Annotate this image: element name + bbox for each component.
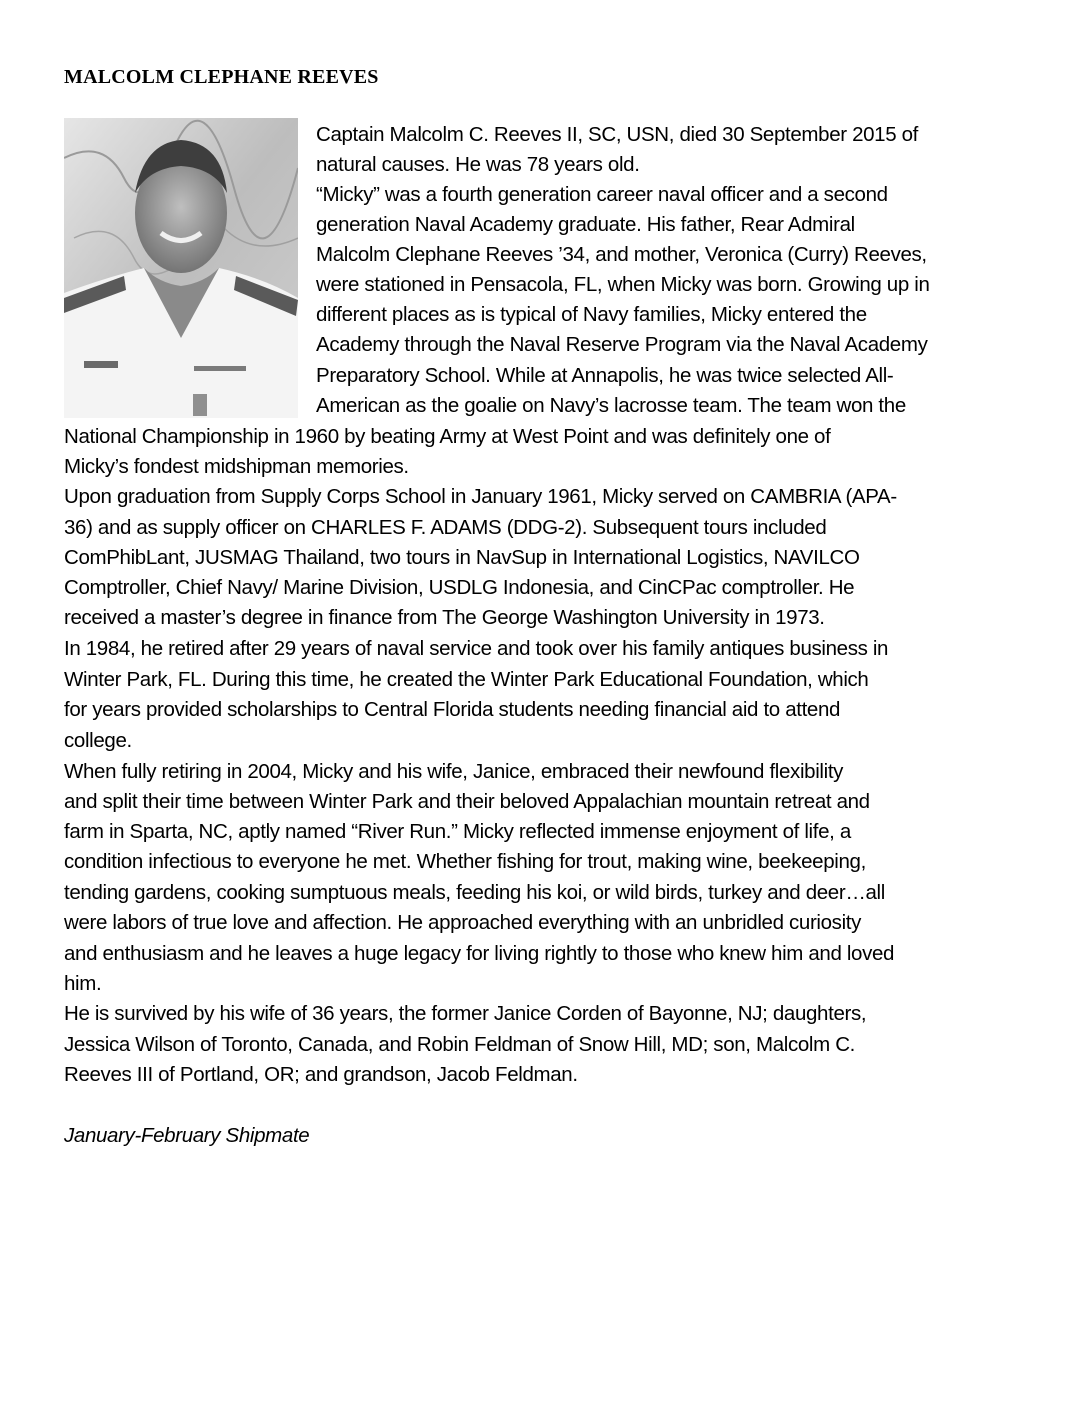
- text-line: farm in Sparta, NC, aptly named “River Run.” Micky reflected immense enjoyment of life, a: [64, 820, 851, 843]
- text-line: generation Naval Academy graduate. His father, Rear Admiral: [316, 213, 855, 236]
- text-line: Jessica Wilson of Toronto, Canada, and Robin Feldman of Snow Hill, MD; son, Malcolm C.: [64, 1033, 856, 1056]
- text-line: Upon graduation from Supply Corps School in January 1961, Micky served on CAMBRIA (APA-: [64, 485, 897, 508]
- portrait-photo: [64, 118, 298, 418]
- text-line: Academy through the Naval Reserve Program via the Naval Academy: [316, 333, 928, 356]
- text-line: him.: [64, 972, 102, 995]
- text-line: and split their time between Winter Park and their beloved Appalachian mountain retreat and: [64, 790, 870, 813]
- text-line: Micky’s fondest midshipman memories.: [64, 455, 409, 478]
- text-line: natural causes. He was 78 years old.: [316, 153, 640, 176]
- text-line: Reeves III of Portland, OR; and grandson, Jacob Feldman.: [64, 1063, 578, 1086]
- text-line: 36) and as supply officer on CHARLES F. ADAMS (DDG-2). Subsequent tours included: [64, 516, 827, 539]
- text-line: ComPhibLant, JUSMAG Thailand, two tours in NavSup in International Logistics, NAVILCO: [64, 546, 860, 569]
- text-line: Comptroller, Chief Navy/ Marine Division, USDLG Indonesia, and CinCPac comptroller. He: [64, 576, 855, 599]
- text-line: Captain Malcolm C. Reeves II, SC, USN, died 30 September 2015 of: [316, 123, 919, 146]
- text-line: He is survived by his wife of 36 years, the former Janice Corden of Bayonne, NJ; daughters,: [64, 1002, 867, 1025]
- obituary-title: MALCOLM CLEPHANE REEVES: [64, 66, 379, 88]
- text-line: National Championship in 1960 by beating Army at West Point and was definitely one of: [64, 425, 831, 448]
- text-line: were stationed in Pensacola, FL, when Micky was born. Growing up in: [316, 273, 930, 296]
- text-line: Preparatory School. While at Annapolis, he was twice selected All-: [316, 364, 894, 387]
- text-line: When fully retiring in 2004, Micky and his wife, Janice, embraced their newfound flexibility: [64, 760, 844, 783]
- portrait-image-icon: [64, 118, 298, 418]
- text-line: and enthusiasm and he leaves a huge legacy for living rightly to those who knew him and loved: [64, 942, 895, 965]
- text-line: “Micky” was a fourth generation career naval officer and a second: [316, 183, 888, 206]
- text-line: Malcolm Clephane Reeves ’34, and mother, Veronica (Curry) Reeves,: [316, 243, 927, 266]
- text-line: American as the goalie on Navy’s lacrosse team. The team won the: [316, 394, 906, 417]
- text-line: for years provided scholarships to Central Florida students needing financial aid to attend: [64, 698, 841, 721]
- text-line: condition infectious to everyone he met. Whether fishing for trout, making wine, beekeeping,: [64, 850, 866, 873]
- text-line: college.: [64, 729, 132, 752]
- text-line: were labors of true love and affection. He approached everything with an unbridled curiosity: [64, 911, 862, 934]
- text-line: In 1984, he retired after 29 years of naval service and took over his family antiques business in: [64, 637, 889, 660]
- text-line: received a master’s degree in finance from The George Washington University in 1973.: [64, 606, 825, 629]
- text-line: Winter Park, FL. During this time, he created the Winter Park Educational Foundation, which: [64, 668, 869, 691]
- source-citation: January-February Shipmate: [64, 1124, 310, 1147]
- text-line: different places as is typical of Navy families, Micky entered the: [316, 303, 867, 326]
- text-line: tending gardens, cooking sumptuous meals, feeding his koi, or wild birds, turkey and deer…all: [64, 881, 885, 904]
